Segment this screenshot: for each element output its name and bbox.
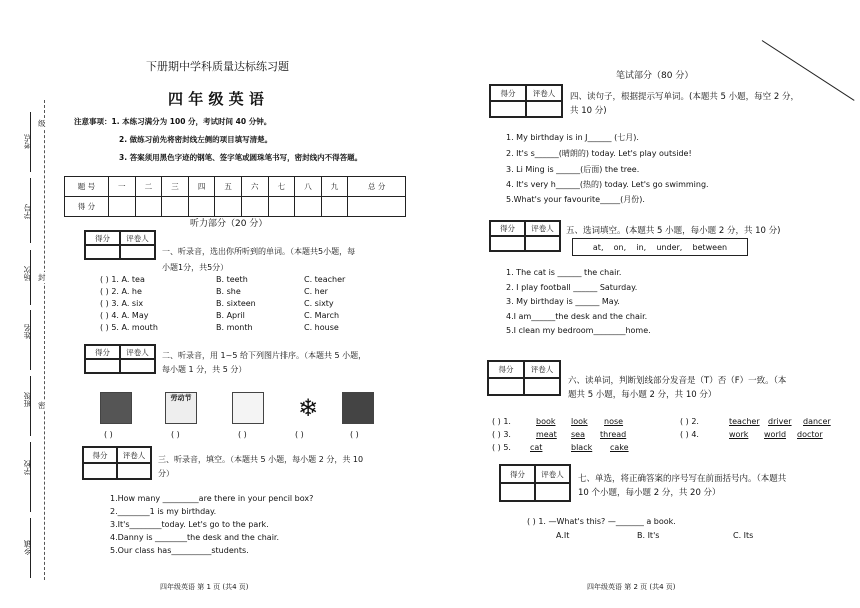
score-input[interactable] — [490, 236, 525, 251]
box-label-grader: 评卷人 — [120, 345, 155, 359]
section-7-title-2: 10 个小题，每小题 2 分，共 20 分） — [578, 488, 721, 498]
s1-item-5: ( ) 5. A. mouth — [100, 323, 158, 332]
grade-title: 四 年 级 英 语 — [168, 90, 264, 108]
box-label-grader: 评卷人 — [117, 447, 151, 463]
grader-input[interactable] — [525, 236, 560, 251]
section-4-title-2: 共 10 分) — [570, 106, 607, 116]
s1-item-2: ( ) 2. A. he — [100, 287, 142, 296]
picture-night-scene — [342, 392, 374, 424]
grader-box-5 — [489, 220, 561, 252]
picture-answer-5[interactable]: ( ) — [350, 430, 359, 439]
fill-line-township — [30, 518, 31, 578]
fill-line-class — [30, 376, 31, 436]
score-header-cell: 总 分 — [348, 177, 406, 197]
score-cell[interactable] — [135, 197, 162, 217]
written-section-title: 笔试部分（80 分） — [616, 71, 694, 81]
s5-item-4: 4.I am______the desk and the chair. — [506, 312, 648, 321]
s6-word: cake — [610, 443, 629, 452]
s6-word: driver — [768, 417, 792, 426]
fill-line-session — [30, 250, 31, 305]
s6-word: black — [571, 443, 593, 452]
fill-line-student-no — [30, 178, 31, 243]
score-cell[interactable] — [268, 197, 295, 217]
score-header-cell: 三 — [162, 177, 189, 197]
score-header-cell: 一 — [109, 177, 136, 197]
picture-answer-2[interactable]: ( ) — [171, 430, 180, 439]
s1-item-3-c: C. sixty — [304, 299, 334, 308]
section-6-title: 六、读单词，判断划线部分发音是（T）否（F）一致。（本 — [568, 376, 787, 386]
score-cell[interactable] — [162, 197, 189, 217]
score-input[interactable] — [500, 483, 535, 501]
grader-box-6 — [487, 360, 561, 396]
box-label-grader: 评卷人 — [535, 465, 570, 483]
score-cell[interactable] — [348, 197, 406, 217]
page-2-footer: 四年级英语 第 2 页 (共4 页) — [587, 583, 676, 591]
section-6-title-2: 题共 5 小题，每小题 2 分，共 10 分） — [568, 390, 717, 400]
score-table-row — [65, 197, 406, 217]
snowflake-icon: ❄ — [292, 392, 324, 424]
picture-answer-4[interactable]: ( ) — [295, 430, 304, 439]
s7-option-c: C. Its — [733, 531, 754, 540]
s6-word: cat — [530, 443, 543, 452]
grade-mark: 级 — [38, 119, 46, 128]
s6-item-1: ( ) 1. — [492, 417, 511, 426]
box-label-score: 得分 — [488, 361, 524, 378]
box-label-grader: 评卷人 — [120, 231, 155, 245]
s3-item-1: 1.How many _________are there in your pencil box? — [110, 494, 314, 503]
s1-item-1-c: C. teacher — [304, 275, 346, 284]
score-header-cell: 八 — [295, 177, 322, 197]
score-row-label: 得 分 — [65, 197, 109, 217]
notes-line-3: 3. 答案须用黑色字迹的钢笔、签字笔或圆珠笔书写，密封线内不得答题。 — [119, 153, 363, 162]
section-4-title: 四、读句子，根据提示写单词。(本题共 5 小题，每空 2 分， — [570, 92, 799, 102]
s5-item-1: 1. The cat is ______ the chair. — [506, 268, 622, 277]
score-input[interactable] — [83, 463, 117, 479]
seal-mark-feng: 封 — [38, 273, 46, 282]
s3-item-5: 5.Our class has__________students. — [110, 546, 249, 555]
s4-item-3: 3. Li Ming is ______(后面) the tree. — [506, 165, 640, 174]
s6-word: work — [729, 430, 749, 439]
picture-classroom — [100, 392, 132, 424]
fill-line-exam-site — [30, 112, 31, 172]
score-cell[interactable] — [215, 197, 242, 217]
score-cell[interactable] — [295, 197, 322, 217]
grader-input[interactable] — [524, 378, 560, 395]
s6-word: look — [571, 417, 588, 426]
grader-input[interactable] — [120, 245, 155, 259]
box-label-grader: 评卷人 — [524, 361, 560, 378]
label-student-no: 学号 — [23, 204, 32, 219]
s4-item-2: 2. It's s______(晴朗的) today. Let's play outside! — [506, 149, 692, 158]
box-label-score: 得分 — [500, 465, 535, 483]
labor-day-text: 劳动节 — [170, 394, 192, 402]
s6-word: teacher — [729, 417, 760, 426]
score-cell[interactable] — [241, 197, 268, 217]
s1-item-2-b: B. she — [216, 287, 241, 296]
label-session: 场次 — [23, 266, 32, 281]
section-2-title: 二、听录音，用 1~5 给下列图片排序。（本题共 5 小题， — [162, 351, 367, 360]
score-header-cell: 七 — [268, 177, 295, 197]
s1-item-4-c: C. March — [304, 311, 340, 320]
score-cell[interactable] — [321, 197, 348, 217]
s6-item-2: ( ) 2. — [680, 417, 699, 426]
word-options-box: at, on, in, under, between — [572, 238, 748, 256]
s5-item-3: 3. My birthday is ______ May. — [506, 297, 620, 306]
s6-word: world — [764, 430, 787, 439]
fill-line-name — [30, 310, 31, 370]
s6-word: nose — [604, 417, 624, 426]
s6-item-4: ( ) 4. — [680, 430, 699, 439]
grader-box-2 — [84, 344, 156, 374]
label-township: 乡镇 — [23, 540, 32, 555]
score-table — [64, 176, 406, 217]
s1-item-1-b: B. teeth — [216, 275, 248, 284]
box-label-score: 得分 — [85, 345, 120, 359]
grader-input[interactable] — [526, 101, 562, 117]
listening-title: 听力部分（20 分） — [190, 219, 268, 229]
section-7-title: 七、单选，将正确答案的序号写在前面括号内。（本题共 — [578, 474, 787, 484]
s6-word: meat — [536, 430, 557, 439]
score-table-header — [65, 177, 406, 197]
s5-item-5: 5.I clean my bedroom________home. — [506, 326, 651, 335]
grader-box-3 — [82, 446, 152, 480]
score-header-cell: 四 — [188, 177, 215, 197]
s3-item-4: 4.Danny is ________the desk and the chair. — [110, 533, 280, 542]
s1-item-3: ( ) 3. A. six — [100, 299, 144, 308]
section-1-title-2: 小题1分，共5分） — [162, 263, 229, 272]
s6-word: dancer — [803, 417, 831, 426]
grader-input[interactable] — [120, 359, 155, 373]
s6-word: thread — [600, 430, 627, 439]
label-exam-site: 考点 — [23, 134, 32, 149]
page-1-footer: 四年级英语 第 1 页 (共4 页) — [160, 583, 249, 591]
picture-answer-3[interactable]: ( ) — [238, 430, 247, 439]
section-3-title: 三、听录音，填空。（本题共 5 小题，每小题 2 分，共 10 — [158, 455, 364, 464]
picture-labor-day — [165, 392, 197, 424]
s6-word: sea — [571, 430, 585, 439]
score-input[interactable] — [85, 245, 120, 259]
label-school: 学校 — [23, 460, 32, 475]
s6-word: book — [536, 417, 556, 426]
picture-student-desk — [232, 392, 264, 424]
s4-item-4: 4. It's very h______(热的) today. Let's go swimming. — [506, 180, 709, 189]
grader-input[interactable] — [535, 483, 570, 501]
section-2-title-2: 每小题 1 分，共 5 分） — [162, 365, 247, 374]
seal-mark-mi: 密 — [38, 401, 46, 410]
notes-line-2: 2. 做练习前先将密封线左侧的项目填写清楚。 — [119, 135, 273, 144]
box-label-grader: 评卷人 — [525, 221, 560, 236]
s3-item-3: 3.It's________today. Let's go to the park. — [110, 520, 269, 529]
box-label-grader: 评卷人 — [526, 85, 562, 101]
grader-box-7 — [499, 464, 571, 502]
grader-input[interactable] — [117, 463, 151, 479]
picture-answer-1[interactable]: ( ) — [104, 430, 113, 439]
binding-margin — [0, 0, 50, 608]
score-header-cell: 九 — [321, 177, 348, 197]
s1-item-1: ( ) 1. A. tea — [100, 275, 145, 284]
notes-line-1: 注意事项：1. 本练习满分为 100 分，考试时间 40 分钟。 — [74, 117, 272, 126]
score-header-cell: 题 号 — [65, 177, 109, 197]
fill-line-school — [30, 442, 31, 512]
s7-option-a: A.It — [556, 531, 570, 540]
section-5-title: 五、选词填空。(本题共 5 小题，每小题 2 分，共 10 分) — [566, 226, 781, 236]
score-cell[interactable] — [188, 197, 215, 217]
s1-item-4: ( ) 4. A. May — [100, 311, 149, 320]
section-3-title-2: 分） — [158, 469, 174, 478]
box-label-score: 得分 — [490, 85, 526, 101]
s5-item-2: 2. I play football ______ Saturday. — [506, 283, 638, 292]
s1-item-5-c: C. house — [304, 323, 339, 332]
s4-item-1: 1. My birthday is in J______ (七月). — [506, 133, 639, 142]
label-name: 姓名 — [23, 324, 32, 339]
s6-item-3: ( ) 3. — [492, 430, 511, 439]
score-input[interactable] — [85, 359, 120, 373]
score-header-cell: 六 — [241, 177, 268, 197]
score-cell[interactable] — [109, 197, 136, 217]
s7-option-b: B. It's — [637, 531, 660, 540]
score-header-cell: 五 — [215, 177, 242, 197]
s3-item-2: 2.________1 is my birthday. — [110, 507, 217, 516]
exam-title: 下册期中学科质量达标练习题 — [146, 60, 289, 73]
box-label-score: 得分 — [490, 221, 525, 236]
box-label-score: 得分 — [85, 231, 120, 245]
s1-item-3-b: B. sixteen — [216, 299, 256, 308]
s1-item-4-b: B. April — [216, 311, 245, 320]
score-header-cell: 二 — [135, 177, 162, 197]
section-1-title: 一、听录音，选出你所听到的单词。（本题共5小题，每 — [162, 247, 356, 256]
s6-word: doctor — [797, 430, 823, 439]
s7-question-1: ( ) 1. —What's this? —_______ a book. — [527, 517, 676, 526]
score-input[interactable] — [488, 378, 524, 395]
grader-box-1 — [84, 230, 156, 260]
s1-item-5-b: B. month — [216, 323, 253, 332]
s6-item-5: ( ) 5. — [492, 443, 511, 452]
grader-box-4 — [489, 84, 563, 118]
s4-item-5: 5.What's your favourite_____(月份). — [506, 195, 645, 204]
label-class: 班级 — [23, 392, 32, 407]
box-label-score: 得分 — [83, 447, 117, 463]
s1-item-2-c: C. her — [304, 287, 328, 296]
score-input[interactable] — [490, 101, 526, 117]
seal-dashed-line — [44, 100, 45, 580]
